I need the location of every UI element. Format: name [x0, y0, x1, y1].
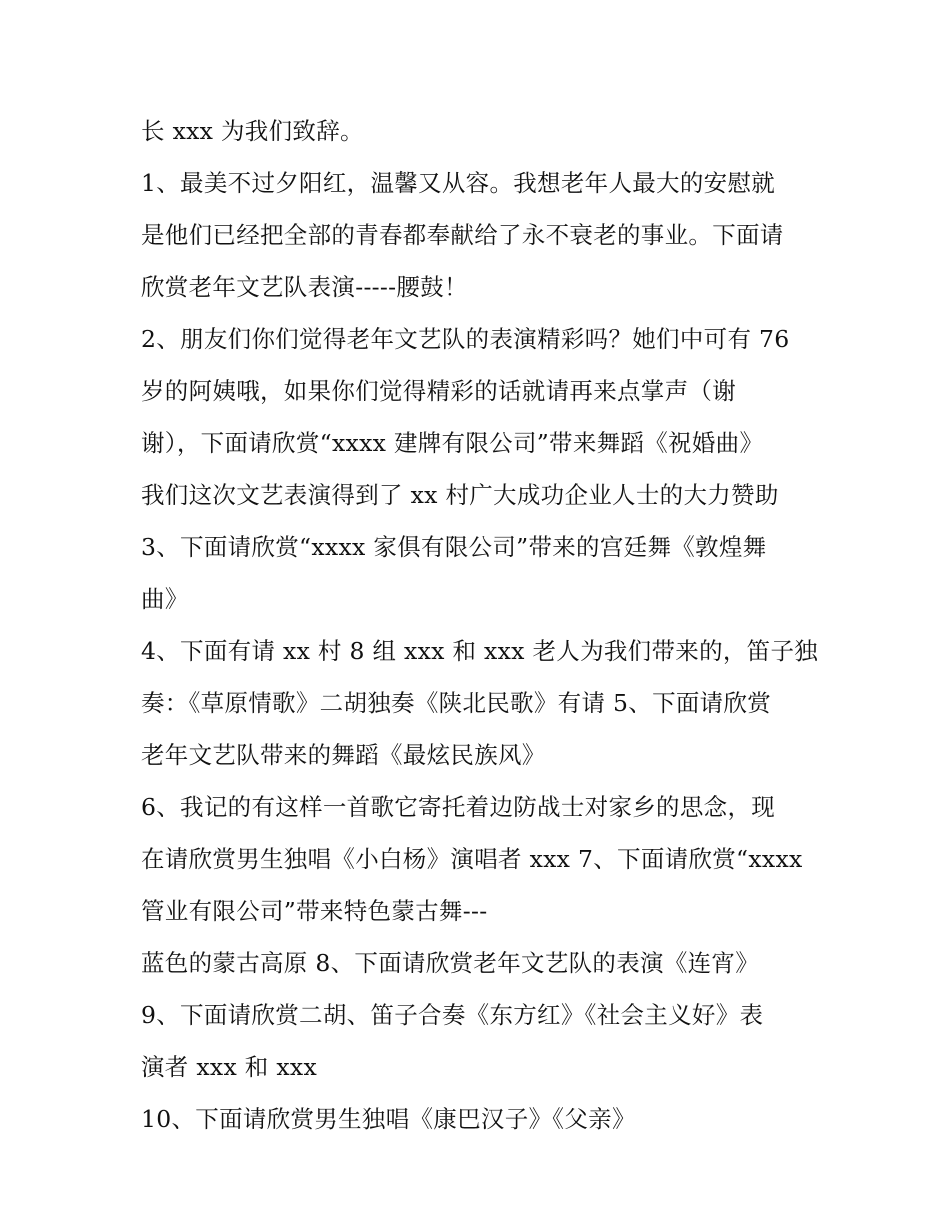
text-line: 是他们已经把全部的青春都奉献给了永不衰老的事业。下面请: [141, 221, 784, 249]
text-line: 蓝色的蒙古高原 8、下面请欣赏老年文艺队的表演《连宵》: [141, 949, 760, 977]
text-line: 奏：《草原情歌》二胡独奏《陕北民歌》有请 5、下面请欣赏: [141, 689, 772, 717]
document-body: [141, 109, 821, 1149]
text-line: 老年文艺队带来的舞蹈《最炫民族风》: [141, 741, 546, 769]
text-line: 1、最美不过夕阳红，温馨又从容。我想老年人最大的安慰就: [141, 169, 776, 197]
text-line: 9、下面请欣赏二胡、笛子合奏《东方红》《社会主义好》表: [141, 1001, 764, 1029]
text-line: 长 xxx 为我们致辞。: [141, 117, 364, 145]
text-line: 我们这次文艺表演得到了 xx 村广大成功企业人士的大力赞助: [141, 481, 779, 509]
text-line: 6、我记的有这样一首歌它寄托着边防战士对家乡的思念，现: [141, 793, 776, 821]
text-line: 10、下面请欣赏男生独唱《康巴汉子》《父亲》: [141, 1105, 636, 1133]
text-line: 3、下面请欣赏“xxxx 家俱有限公司”带来的宫廷舞《敦煌舞: [141, 533, 767, 561]
text-line: 管业有限公司”带来特色蒙古舞---: [141, 897, 488, 925]
text-line: 4、下面有请 xx 村 8 组 xxx 和 xxx 老人为我们带来的，笛子独: [141, 637, 819, 665]
text-line: 2、朋友们你们觉得老年文艺队的表演精彩吗？她们中可有 76: [141, 325, 790, 353]
text-line: 欣赏老年文艺队表演-----腰鼓！: [141, 273, 468, 301]
text-line: 在请欣赏男生独唱《小白杨》演唱者 xxx 7、下面请欣赏“xxxx: [141, 845, 803, 873]
text-line: 谢），下面请欣赏“xxxx 建牌有限公司”带来舞蹈《祝婚曲》: [141, 429, 764, 457]
text-line: 曲》: [141, 585, 189, 613]
text-line: 演者 xxx 和 xxx: [141, 1053, 318, 1081]
text-line: 岁的阿姨哦，如果你们觉得精彩的话就请再来点掌声（谢: [141, 377, 736, 405]
